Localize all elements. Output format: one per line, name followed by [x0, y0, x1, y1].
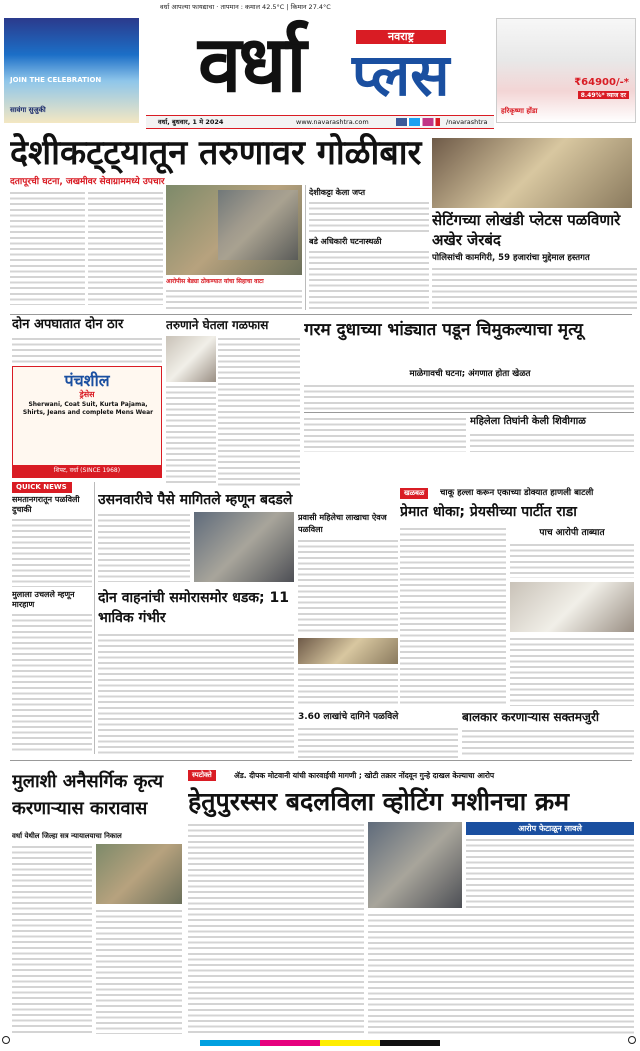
logo-wardha: वर्धा — [198, 19, 304, 110]
drown-body — [218, 336, 300, 486]
row-divider-2 — [10, 760, 632, 761]
ad-right-honda — [496, 18, 636, 123]
quick-news-label: QUICK NEWS — [12, 482, 72, 493]
panchshil-footer: शिफ्ट, वर्धा (SINCE 1968) — [13, 465, 161, 477]
registration-mark-right — [628, 1036, 636, 1044]
lead-photo-2 — [218, 190, 298, 260]
ad-left-sub: सावंगा सुजुकी — [10, 106, 46, 114]
woman-body-2 — [470, 432, 634, 452]
collision-body — [98, 632, 294, 754]
bottom-top-line: ॲड. दीपक मोटवानी यांची कारवाईची मागणी ; खोटी तक्रार नोंदवून गुन्हे दाखल केल्याचा आरोप — [234, 771, 495, 780]
bottom-tag: स्पटोक्ते — [188, 770, 216, 781]
stabbing-headline-2: प्रेमात धोका; प्रेयसीच्या पार्टीत राडा — [400, 504, 577, 520]
stabbing-side-body — [510, 542, 634, 578]
lead-headline: देशीकट्ट्यातून तरुणावर गोळीबार — [10, 133, 422, 173]
topline-text: वर्धा आपल्या फायद्याचा · तापमान : कमाल 42.5°C | किमान 27.4°C — [160, 3, 331, 11]
social-handle: /navarashtra — [446, 118, 488, 126]
bottom-main-body — [188, 822, 364, 1034]
milk-headline: गरम दुधाच्या भांड्यात पडून चिमुकल्याचा मृत्यू — [304, 320, 583, 340]
logo-navarashtra: नवराष्ट्र — [356, 30, 446, 44]
ad-right-offer: 8.49%* व्याज दर — [578, 91, 629, 99]
panchshil-ad — [12, 366, 162, 478]
lead-body-col2 — [88, 190, 163, 305]
bottom-main-headline: हेतुपुरस्सर बदलविला व्होटिंग मशीनचा क्रम — [188, 787, 570, 816]
registration-mark-left — [2, 1036, 10, 1044]
stabbing-tag: खळबळ — [400, 488, 428, 499]
plates-body — [432, 266, 637, 310]
woman-headline: महिलेला तिघांनी केली शिवीगाळ — [470, 416, 586, 427]
travel-body — [298, 538, 398, 634]
lead-side-body — [309, 200, 429, 234]
lead-side-sub: बडे अधिकारी घटनास्थळी — [309, 237, 382, 246]
woman-top-rule — [304, 412, 634, 413]
panchshil-title: पंचशील — [64, 371, 110, 390]
stabbing-side-body-2 — [510, 636, 634, 706]
social-icons — [396, 118, 440, 126]
loan-body — [98, 512, 190, 582]
plates-sub: पोलिसांची कामगिरी, 59 हजारांचा मुद्देमाल हस्तगत — [432, 253, 590, 263]
drown-body-2 — [166, 384, 216, 486]
bottom-left-body — [12, 844, 92, 1034]
lead-divider — [305, 185, 306, 310]
lead-photo-caption: आरोपीस बेड्या ठोकण्यात यांचा सिहाचा वाटा — [166, 278, 264, 285]
row-divider-1 — [10, 314, 632, 315]
drown-headline: तरुणाने घेतला गळफास — [166, 318, 269, 332]
ad-left-title: JOIN THE CELEBRATION — [10, 76, 102, 84]
lead-body-col1 — [10, 190, 85, 305]
accidents-headline: दोन अपघातात दोन ठार — [12, 317, 124, 332]
panchshil-sub: ड्रेसेस — [79, 390, 95, 399]
website-link[interactable]: www.navarashtra.com — [296, 118, 369, 126]
dateline-bar — [146, 115, 494, 129]
collision-headline: दोन वाहनांची समोरासमोर धडक; 11 भाविक गंभीर — [98, 590, 290, 626]
lead-side-body-2 — [309, 249, 429, 309]
bottom-side-body — [466, 837, 634, 908]
panchshil-desc: Sherwani, Coat Suit, Kurta Pajama, Shirts, Jeans and complete Mens Wear — [22, 401, 154, 416]
ad-right-price: ₹64900/-* — [574, 77, 629, 88]
quick-news-item-1: समतानगरातून पळविली दुचाकी — [12, 495, 80, 514]
jewel-body — [298, 726, 458, 758]
logo-plus: प्लस — [352, 41, 450, 109]
bottom-left-body-2 — [96, 908, 182, 1034]
ad-right-brand: हरिकृष्णा होंडा — [501, 107, 538, 115]
travel-headline: प्रवासी महिलेचा लाखाचा ऐवज पळविला — [298, 513, 387, 534]
quick-news-body-1 — [12, 517, 92, 587]
quick-divider — [94, 482, 95, 754]
stabbing-side-head: पाच आरोपी ताब्यात — [539, 528, 605, 538]
bottom-left-sub: वर्धा येथील जिल्हा सत्र न्यायालयाचा निकाल — [12, 832, 122, 840]
child-marriage-headline: बालकार करणाऱ्यास सक्तमजुरी — [462, 710, 599, 724]
quick-news-body-2 — [12, 612, 92, 754]
bottom-left-headline: मुलाशी अनैसर्गिक कृत्य करणाऱ्यास कारावास — [12, 771, 164, 819]
jewel-photo — [298, 638, 398, 664]
bottom-side-head: आरोप फेटाळून लावले — [466, 822, 634, 835]
loan-headline: उसनवारीचे पैसे मागितले म्हणून बदडले — [98, 492, 293, 508]
travel-body-2 — [298, 666, 398, 706]
color-bar — [200, 1040, 440, 1046]
stabbing-headline: चाकू हल्ला करून एकाच्या डोक्यात हाणली बाटली — [440, 488, 594, 498]
bottom-main-body-2 — [368, 912, 634, 1034]
ad-left-suzuki — [4, 18, 139, 123]
date-text: वर्धा, बुधवार, 1 मे 2024 — [158, 118, 224, 126]
stabbing-photo — [510, 582, 634, 632]
child-marriage-body — [462, 728, 634, 758]
evm-photo — [368, 822, 462, 908]
gavel-photo — [96, 844, 182, 904]
top-info-strip — [0, 0, 640, 14]
milk-body — [304, 383, 634, 411]
lead-subhead: दतापूरची घटना, जखमीवर सेवाग्राममध्ये उपचार — [10, 177, 165, 187]
lead-side-head: देशीकट्टा केला जप्त — [309, 188, 366, 197]
drown-photo — [166, 336, 216, 382]
woman-body — [304, 416, 466, 452]
stabbing-body — [400, 526, 506, 706]
accidents-body — [12, 336, 162, 364]
loan-illustration — [194, 512, 294, 582]
plates-headline: सेटिंगच्या लोखंडी प्लेटस पळविणारे अखेर जेरबंद — [432, 211, 621, 249]
milk-subhead: माळेगावची घटना; अंगणात होता खेळत — [409, 369, 531, 379]
plates-photo — [432, 138, 632, 208]
quick-news-item-2: मुलाला उचलले म्हणून मारहाण — [12, 590, 75, 609]
jewel-headline: 3.60 लाखांचे दागिने पळविले — [298, 712, 399, 722]
lead-body-col3 — [166, 288, 302, 310]
